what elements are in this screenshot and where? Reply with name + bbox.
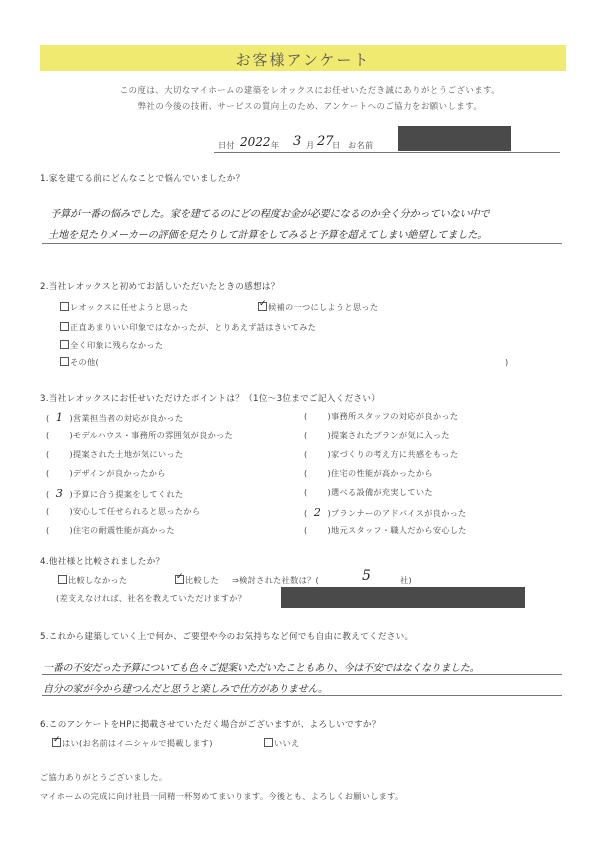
q4-question: 4.他社様と比較されましたか？ <box>40 557 165 567</box>
q6-option-yes[interactable] <box>52 735 213 749</box>
q3-right-item-6[interactable]: ( 2 )プランナーのアドバイスが良かった <box>304 506 467 519</box>
q6-option-yes-label: はい(お名前はイニシャルで掲載します) <box>62 738 213 748</box>
q4-option-yes[interactable] <box>175 572 219 586</box>
q3-right-item-1[interactable]: ( )事務所スタッフの対応が良かった <box>304 411 459 421</box>
year-value: 2022 <box>240 135 271 149</box>
q3-right-item-7[interactable]: ( )地元スタッフ・職人だから安心した <box>304 525 467 535</box>
q3-right-item-2[interactable]: ( )提案されたプランが気に入った <box>304 430 450 440</box>
name-label: お名前 <box>348 140 374 150</box>
q3-left-item-1-label: )営業担当者の対応が良かった <box>69 413 184 423</box>
title-banner <box>40 45 566 71</box>
q3-left-item-5[interactable]: ( 3 )予算に合う提案をしてくれた <box>46 487 184 500</box>
q5-answer-underline-2 <box>42 695 562 696</box>
q5-answer-line-1: 一番の不安だった予算についても色々ご提案いただいたこともあり、今は不安ではなくなりました。 <box>43 663 480 674</box>
q1-answer-line-2: 土地を見たりメーカーの評価を見たりして計算をしてみると予算を超えてしまい絶望してました。 <box>48 230 488 241</box>
date-name-underline <box>214 152 560 153</box>
q4-count-value[interactable]: 5 <box>362 568 371 584</box>
q3-right-item-5-label: )選べる設備が充実していた <box>327 487 433 497</box>
checkbox[interactable] <box>60 357 69 366</box>
q1-answer-underline <box>42 243 562 244</box>
checkbox[interactable] <box>58 575 67 584</box>
q3-left-item-3[interactable]: ( )提案された土地が気にいった <box>46 449 184 459</box>
q2-option-3-label: 正直あまりいい印象ではなかったが、とりあえず話はきいてみた <box>70 322 317 332</box>
name-redaction <box>398 126 511 151</box>
q3-left-item-4-label: )デザインが良かったから <box>69 468 166 478</box>
q5-question: 5.これから建築していく上で何か、ご要望や今のお気持ちなど何でも自由に教えてください。 <box>40 632 414 642</box>
q4-count-unit: 社) <box>400 575 412 585</box>
q3-right-item-6-label: )プランナーのアドバイスが良かった <box>327 508 467 518</box>
q3-left-item-2[interactable]: ( )モデルハウス・事務所の雰囲気が良かった <box>46 430 234 440</box>
q3-left-item-7[interactable]: ( )住宅の耐震性能が高かった <box>46 525 175 535</box>
q2-option-4[interactable] <box>60 340 163 351</box>
q2-option-3[interactable] <box>60 322 316 333</box>
q3-left-item-3-label: )提案された土地が気にいった <box>69 449 184 459</box>
q6-question: 6.このアンケートをHPに掲載させていただく場合がございますが、よろしいですか？ <box>40 720 381 730</box>
page-title: お客様アンケート <box>235 51 371 69</box>
day-value: 27 <box>317 134 334 149</box>
q2-option-5-close: ) <box>505 357 509 367</box>
q3-right-item-7-label: )地元スタッフ・職人だから安心した <box>327 525 467 535</box>
q3-right-item-4-label: )住宅の性能が高かったから <box>327 468 433 478</box>
month-label: 月 <box>306 140 315 150</box>
q2-option-5-label: その他( <box>70 357 99 367</box>
q2-option-5[interactable] <box>60 357 99 368</box>
q3-right-item-3-label: )家づくりの考え方に共感をもった <box>327 449 459 459</box>
footer-thanks: ご協力ありがとうございました。 <box>40 772 168 782</box>
intro-line-1: この度は、大切なマイホームの建築をレオックスにお任せいただき誠にありがとうございます。 <box>119 85 501 95</box>
q4-count-label: ⇒検討された社数は？( <box>232 575 320 585</box>
q3-right-item-3[interactable]: ( )家づくりの考え方に共感をもった <box>304 449 459 459</box>
q3-left-item-1[interactable]: ( 1 )営業担当者の対応が良かった <box>46 411 184 424</box>
checkbox-checked[interactable]: ✓ <box>53 735 61 745</box>
date-label: 日付 <box>218 140 235 150</box>
q3-left-item-2-label: )モデルハウス・事務所の雰囲気が良かった <box>69 430 234 440</box>
month-value: 3 <box>293 134 302 149</box>
q3-question: 3.当社レオックスにお任せいただけたポイントは？（1位～3位までご記入ください） <box>40 394 381 404</box>
q2-option-1[interactable] <box>60 302 189 313</box>
q4-option-yes-label: 比較した <box>185 575 219 585</box>
q2-option-2-label: 候補の一つにしようと思った <box>268 302 379 312</box>
checkbox-checked[interactable]: ✓ <box>259 299 267 309</box>
q3-left-item-7-label: )住宅の耐震性能が高かった <box>69 525 175 535</box>
q1-answer-line-1: 予算が一番の悩みでした。家を建てるのにどの程度お金が必要になるのか全く分かっていない中で <box>50 209 490 220</box>
q2-option-4-label: 全く印象に残らなかった <box>70 340 164 350</box>
q3-right-item-5[interactable]: ( )選べる設備が充実していた <box>304 487 433 497</box>
q3-right-item-2-label: )提案されたプランが気に入った <box>327 430 450 440</box>
q2-option-1-label: レオックスに任せようと思った <box>70 302 189 312</box>
q6-option-no[interactable] <box>264 738 299 749</box>
checkbox[interactable] <box>264 738 273 747</box>
rank-value[interactable]: 2 <box>313 506 322 519</box>
checkbox[interactable] <box>60 322 69 331</box>
rank-value[interactable]: 1 <box>55 411 64 424</box>
checkbox-checked[interactable]: ✓ <box>176 572 184 582</box>
year-label: 年 <box>271 140 280 150</box>
q6-option-no-label: いいえ <box>274 738 300 748</box>
q2-option-2[interactable] <box>258 299 379 313</box>
q3-left-item-6[interactable]: ( )安心して任せられると思ったから <box>46 506 201 516</box>
q3-left-item-6-label: )安心して任せられると思ったから <box>69 506 201 516</box>
company-name-redaction <box>281 587 525 608</box>
q4-option-no-label: 比較しなかった <box>68 575 128 585</box>
q1-question: 1.家を建てる前にどんなことで悩んでいましたか？ <box>40 174 245 184</box>
checkbox[interactable] <box>60 302 69 311</box>
footer-message: マイホームの完成に向け社員一同精一杯努めてまいります。今後とも、よろしくお願いします。 <box>40 791 404 801</box>
q3-left-item-4[interactable]: ( )デザインが良かったから <box>46 468 166 478</box>
checkbox[interactable] <box>60 340 69 349</box>
q2-question: 2.当社レオックスと初めてお話しいただいたときの感想は？ <box>40 282 280 292</box>
q3-right-item-1-label: )事務所スタッフの対応が良かった <box>327 411 459 421</box>
intro-line-2: 弊社の今後の技術、サービスの質向上のため、アンケートへのご協力をお願いします。 <box>137 101 483 111</box>
q4-option-no[interactable] <box>58 575 127 586</box>
day-label: 日 <box>332 140 341 150</box>
q3-left-item-5-label: )予算に合う提案をしてくれた <box>69 489 184 499</box>
q5-answer-underline-1 <box>42 674 562 675</box>
q5-answer-line-2: 自分の家が今から建つんだと思うと楽しみで仕方がありません。 <box>43 684 328 695</box>
q3-right-item-4[interactable]: ( )住宅の性能が高かったから <box>304 468 433 478</box>
q4-company-prompt: (差支えなければ、社名を教えていただけますか？ <box>56 593 247 603</box>
rank-value[interactable]: 3 <box>55 487 64 500</box>
